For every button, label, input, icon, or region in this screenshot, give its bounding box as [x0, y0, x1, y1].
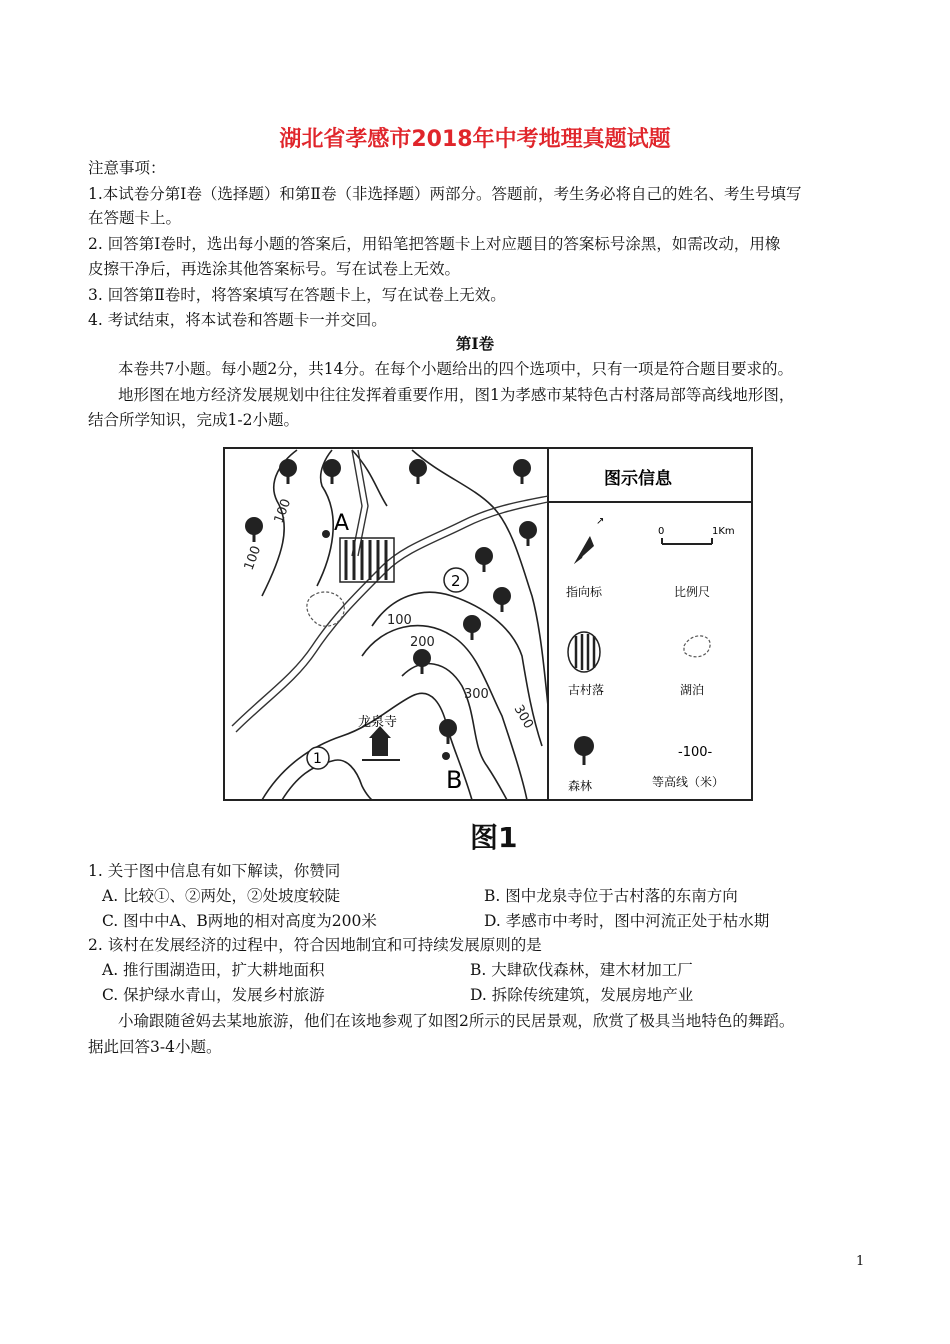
scale-zero: 0 [658, 526, 665, 537]
point-b-label: B [446, 766, 463, 794]
note-line: 2. 回答第Ⅰ卷时，选出每小题的答案后，用铅笔把答题卡上对应题目的答案标号涂黑，如需改动，用橡 [88, 235, 781, 253]
tree-icon [475, 547, 493, 572]
note-line: 4. 考试结束，将本试卷和答题卡一并交回。 [88, 311, 387, 329]
temple-marker [362, 726, 400, 760]
point-a-dot [322, 530, 330, 538]
contour-value: 100 [241, 543, 265, 573]
contour-value: 200 [410, 635, 435, 650]
tree-icon [513, 459, 531, 484]
tree-icon [439, 719, 457, 744]
tree-icon [323, 459, 341, 484]
legend-contour-label: 等高线（米） [652, 775, 725, 789]
tree-icon [463, 615, 481, 640]
point-b-dot [442, 752, 450, 760]
option-b: B. 大肆砍伐森林，建木材加工厂 [470, 961, 693, 979]
option-c: C. 保护绿水青山，发展乡村旅游 [102, 986, 325, 1004]
svg-text:↗: ↗ [596, 516, 605, 527]
context-line: 小瑜跟随爸妈去某地旅游，他们在该地参观了如图2所示的民居景观，欣赏了极具当地特色的舞蹈。 [118, 1012, 795, 1030]
context-line: 结合所学知识，完成1-2小题。 [88, 411, 299, 429]
notes-heading: 注意事项： [88, 159, 166, 177]
circle-2-text: 2 [451, 572, 461, 590]
circle-marker-1 [307, 747, 329, 769]
tree-icon [409, 459, 427, 484]
lake-marker [307, 592, 344, 626]
legend-compass-label: 指向标 [566, 585, 603, 599]
legend-lake-label: 湖泊 [680, 683, 705, 697]
tree-icon [519, 521, 537, 546]
figure-caption: 图1 [470, 821, 518, 854]
question-stem: 1. 关于图中信息有如下解读，你赞同 [88, 862, 341, 880]
village-marker [340, 538, 394, 582]
compass-icon [574, 516, 604, 564]
option-d: D. 孝感市中考时，图中河流正处于枯水期 [484, 912, 770, 930]
legend-title: 图示信息 [604, 469, 672, 489]
option-b: B. 图中龙泉寺位于古村落的东南方向 [484, 887, 738, 905]
legend-lake-icon [684, 636, 710, 657]
scale-km: 1Km [712, 526, 735, 537]
legend-forest-label: 森林 [568, 779, 593, 793]
map-frame [224, 448, 752, 800]
note-line: 1.本试卷分第Ⅰ卷（选择题）和第Ⅱ卷（非选择题）两部分。答题前，考生务必将自己的姓名、考生号填写 [88, 185, 802, 203]
page-number: 1 [856, 1254, 865, 1269]
circle-marker-2 [444, 568, 468, 592]
option-c: C. 图中中A、B两地的相对高度为200米 [102, 912, 377, 930]
option-a: A. 比较①、②两处，②处坡度较陡 [102, 887, 341, 905]
context-line: 地形图在地方经济发展规划中往往发挥着重要作用，图1为孝感市某特色古村落局部等高线地形图， [118, 386, 795, 404]
temple-label: 龙泉寺 [358, 715, 398, 730]
option-d: D. 拆除传统建筑，发展房地产业 [470, 986, 694, 1004]
legend-village-label: 古村落 [568, 683, 605, 697]
contour-value: 100 [387, 613, 412, 628]
contour-value: 300 [510, 702, 536, 732]
option-a: A. 推行围湖造田，扩大耕地面积 [102, 961, 325, 979]
section-title: 第Ⅰ卷 [455, 334, 495, 353]
tree-icon [245, 517, 263, 542]
section-intro: 本卷共7小题。每小题2分，共14分。在每个小题给出的四个选项中，只有一项是符合题目要求的。 [118, 360, 793, 378]
legend-contour-sample: -100- [678, 745, 713, 760]
circle-1-text: 1 [313, 751, 322, 767]
note-line: 3. 回答第Ⅱ卷时，将答案填写在答题卡上，写在试卷上无效。 [88, 286, 506, 304]
legend-scale-label: 比例尺 [674, 585, 711, 599]
legend-tree-icon [574, 736, 594, 765]
contour-map [222, 446, 754, 802]
tree-icon [493, 587, 511, 612]
contour-value: 300 [464, 687, 489, 702]
contour-value: 100 [271, 496, 295, 526]
legend-village-icon [568, 632, 600, 672]
question-stem: 2. 该村在发展经济的过程中，符合因地制宜和可持续发展原则的是 [88, 936, 542, 954]
note-line: 皮擦干净后，再选涂其他答案标号。写在试卷上无效。 [88, 260, 461, 278]
context-line: 据此回答3-4小题。 [88, 1038, 222, 1056]
tree-icon [279, 459, 297, 484]
note-line: 在答题卡上。 [88, 209, 182, 227]
contour-line [282, 760, 372, 800]
scale-bar-icon [662, 538, 712, 544]
page-title: 湖北省孝感市2018年中考地理真题试题 [279, 127, 671, 152]
point-a-label: A [334, 511, 350, 536]
tree-icon [413, 649, 431, 674]
